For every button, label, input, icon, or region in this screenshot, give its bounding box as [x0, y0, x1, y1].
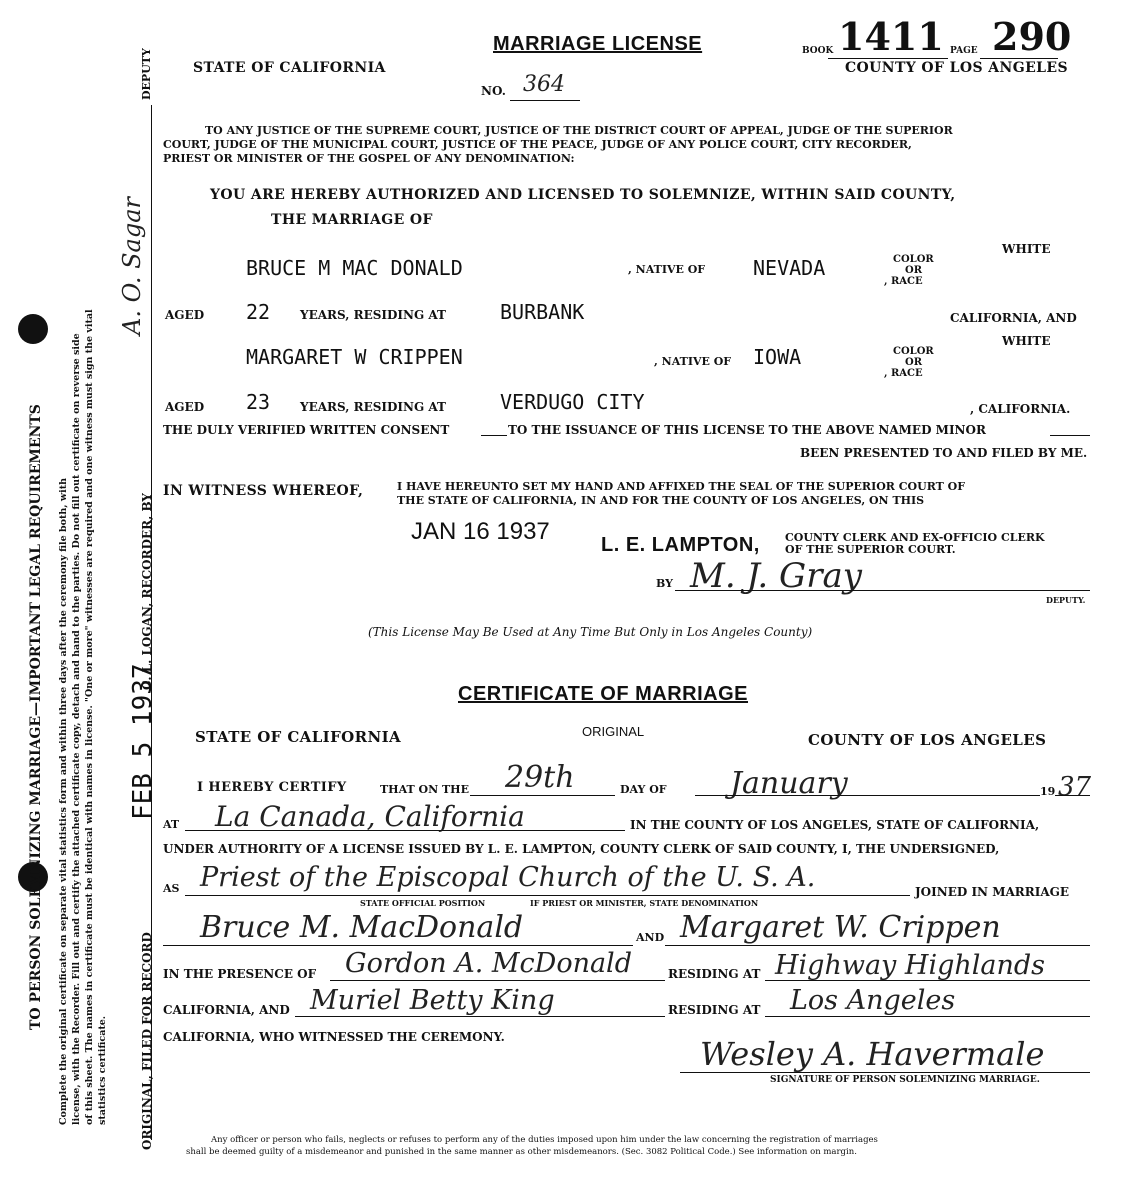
groom-aged-label: AGED: [165, 308, 205, 322]
year-prefix: 19: [1040, 785, 1056, 798]
bride-residing-label: YEARS, RESIDING AT: [300, 400, 446, 414]
witness-1-residing-label: RESIDING AT: [668, 967, 761, 981]
year-value: 37: [1058, 772, 1092, 802]
clerk-title-1: COUNTY CLERK AND EX-OFFICIO CLERK: [785, 531, 1045, 544]
bride-native: IOWA: [753, 345, 802, 369]
denomination-caption: IF PRIEST OR MINISTER, STATE DENOMINATION: [530, 898, 759, 908]
clerk-name: L. E. LAMPTON,: [601, 534, 760, 556]
certificate-county: COUNTY OF LOS ANGELES: [808, 731, 1047, 749]
groom-color-label: COLOR: [893, 254, 934, 265]
witness-whereof-label: IN WITNESS WHEREOF,: [163, 483, 364, 499]
bride-residence: VERDUGO CITY: [500, 390, 645, 414]
book-number: 1411: [838, 14, 944, 59]
at-label: AT: [163, 818, 180, 831]
consent-text: TO THE ISSUANCE OF THIS LICENSE TO THE ABOVE NAMED MINOR: [508, 423, 986, 437]
page-number: 290: [992, 14, 1072, 59]
groom-race: WHITE: [1002, 242, 1051, 256]
groom-residing-label: YEARS, RESIDING AT: [300, 308, 446, 322]
certificate-original: ORIGINAL: [582, 724, 645, 739]
presented-text: BEEN PRESENTED TO AND FILED BY ME.: [800, 446, 1088, 460]
deputy-clerk-signature: M. J. Gray: [690, 556, 862, 596]
groom-age: 22: [246, 300, 271, 324]
margin-rule: [151, 105, 152, 1140]
license-state: STATE OF CALIFORNIA: [193, 60, 386, 76]
book-label: BOOK: [802, 46, 834, 56]
seal-text-1: I HAVE HEREUNTO SET MY HAND AND AFFIXED THE SEAL OF THE SUPERIOR COURT OF: [397, 480, 966, 493]
seal-text-2: THE STATE OF CALIFORNIA, IN AND FOR THE COUNTY OF LOS ANGELES, ON THIS: [397, 494, 925, 507]
groom-native-label: , NATIVE OF: [628, 263, 706, 276]
bride-aged-label: AGED: [165, 400, 205, 414]
bride-name: MARGARET W CRIPPEN: [246, 345, 463, 369]
that-on-label: THAT ON THE: [380, 783, 469, 796]
witness-1-residence: Highway Highlands: [775, 950, 1046, 981]
witnessed-text: CALIFORNIA, WHO WITNESSED THE CEREMONY.: [163, 1030, 505, 1044]
margin-instruction-4: statistics certificate.: [97, 1015, 108, 1125]
california-label: , CALIFORNIA.: [970, 402, 1071, 416]
license-usage-note: (This License May Be Used at Any Time But Only in Los Angeles County): [368, 625, 813, 639]
certificate-state: STATE OF CALIFORNIA: [195, 728, 402, 746]
footer-line-1: Any officer or person who fails, neglects or refuses to perform any of the duties imposed upon him under the law concerning the registration of marriages: [211, 1135, 878, 1145]
bride-age: 23: [246, 390, 271, 414]
margin-instruction-2: license, with the Recorder. Fill out and certify the attached certificate copy, detach and hand to the parties. Do not fill out certificate on reverse side: [71, 333, 82, 1125]
officiant-signature: Wesley A. Havermale: [700, 1035, 1045, 1073]
certificate-bride: Margaret W. Crippen: [680, 910, 1001, 945]
license-address-3: PRIEST OR MINISTER OF THE GOSPEL OF ANY DENOMINATION:: [163, 152, 575, 165]
day-value: 29th: [505, 760, 575, 795]
witness-1-name: Gordon A. McDonald: [345, 948, 632, 979]
page-label: PAGE: [950, 46, 978, 56]
by-label: BY: [656, 577, 673, 590]
bride-color-label: COLOR: [893, 346, 934, 357]
presence-of-label: IN THE PRESENCE OF: [163, 967, 317, 981]
place-value: La Canada, California: [215, 800, 525, 833]
license-address-1: TO ANY JUSTICE OF THE SUPREME COURT, JUSTICE OF THE DISTRICT COURT OF APPEAL, JUDGE OF THE SUPERIOR: [205, 124, 953, 137]
certificate-title: CERTIFICATE OF MARRIAGE: [458, 683, 749, 705]
witness-2-residence: Los Angeles: [790, 985, 956, 1016]
position-caption: STATE OFFICIAL POSITION: [360, 898, 486, 908]
in-county-text: IN THE COUNTY OF LOS ANGELES, STATE OF CALIFORNIA,: [630, 818, 1040, 832]
license-number: 364: [523, 72, 565, 97]
license-date: JAN 16 1937: [411, 518, 550, 545]
california-and-label: CALIFORNIA, AND: [950, 311, 1077, 325]
marriage-of-label: THE MARRIAGE OF: [271, 212, 433, 228]
california-and-cert: CALIFORNIA, AND: [163, 1003, 290, 1017]
witness-2-name: Muriel Betty King: [310, 985, 555, 1016]
footer-line-2: shall be deemed guilty of a misdemeanor and punished in the same manner as other misdemeanors. (Sec. 3082 Political Code.) See information on margin.: [186, 1147, 857, 1157]
margin-requirements: TO PERSON SOLEMNIZING MARRIAGE—IMPORTANT LEGAL REQUIREMENTS: [28, 404, 44, 1030]
license-address-2: COURT, JUDGE OF THE MUNICIPAL COURT, JUSTICE OF THE PEACE, JUDGE OF ANY POLICE COURT, CITY RECORDER,: [163, 138, 912, 151]
certificate-groom: Bruce M. MacDonald: [200, 910, 524, 945]
day-of-label: DAY OF: [620, 783, 667, 796]
clerk-title-2: OF THE SUPERIOR COURT.: [785, 543, 956, 556]
month-value: January: [730, 766, 848, 801]
and-label: AND: [636, 931, 665, 944]
groom-name: BRUCE M MAC DONALD: [246, 256, 463, 280]
margin-filed-date: FEB 5 1937: [128, 663, 158, 820]
witness-2-residing-label: RESIDING AT: [668, 1003, 761, 1017]
margin-recorder: C. L. LOGAN, RECORDER, BY: [140, 493, 154, 690]
margin-instruction-3: of this sheet. The names in certificate must be identical with names in license. "One or more" witnesses are required and one witness must sign the vital: [84, 309, 95, 1125]
groom-native: NEVADA: [753, 256, 826, 280]
bride-or-label: OR: [905, 357, 923, 368]
as-label: AS: [163, 882, 180, 895]
margin-instruction-1: Complete the original certificate on separate vital statistics form and within three days after the ceremony file both, with: [58, 478, 69, 1125]
authority-text: UNDER AUTHORITY OF A LICENSE ISSUED BY L. E. LAMPTON, COUNTY CLERK OF SAID COUNTY, I, THE UNDERSIGNED,: [163, 842, 1000, 856]
groom-race-label: , RACE: [884, 276, 923, 287]
certify-label: I HEREBY CERTIFY: [197, 780, 347, 795]
deputy-caption: DEPUTY.: [1046, 595, 1086, 605]
recorder-deputy-signature: A. O. Sagar: [118, 196, 146, 335]
groom-residence: BURBANK: [500, 300, 585, 324]
consent-label: THE DULY VERIFIED WRITTEN CONSENT: [163, 423, 450, 437]
margin-deputy: DEPUTY: [140, 48, 153, 100]
bride-native-label: , NATIVE OF: [654, 355, 732, 368]
license-no-label: NO.: [481, 84, 506, 98]
bride-race: WHITE: [1002, 334, 1051, 348]
authorization-text: YOU ARE HEREBY AUTHORIZED AND LICENSED TO SOLEMNIZE, WITHIN SAID COUNTY,: [210, 187, 956, 203]
license-county: COUNTY OF LOS ANGELES: [845, 60, 1068, 76]
license-title: MARRIAGE LICENSE: [493, 33, 703, 55]
groom-or-label: OR: [905, 265, 923, 276]
signature-caption: SIGNATURE OF PERSON SOLEMNIZING MARRIAGE.: [770, 1075, 1040, 1085]
bride-race-label: , RACE: [884, 368, 923, 379]
margin-filed-label: ORIGINAL, FILED FOR RECORD: [140, 932, 154, 1150]
joined-label: JOINED IN MARRIAGE: [915, 885, 1070, 899]
binder-hole-top: [18, 314, 48, 344]
position-value: Priest of the Episcopal Church of the U. S. A.: [200, 862, 816, 893]
